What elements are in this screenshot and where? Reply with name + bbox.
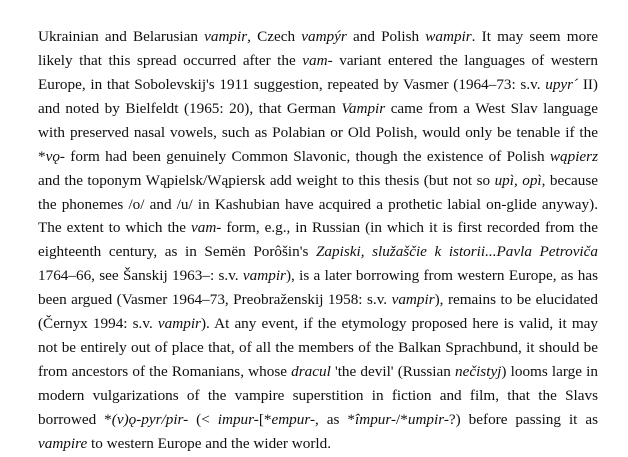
body-paragraph: Ukrainian and Belarusian vampir, Czech vampýr and Polish wampir. It may seem more likely that this spread occurred after the vam- variant entered the languages of western Europe, in that Sobolevskij's 1911 suggestion, repeated by Vasmer (1964–73: s.v. upyr´ II) and noted by Bielfeldt (1965: 20), that German Vampir came from a West Slav language with preserved nasal vowels, such as Polabian or Old Polish, would only be tenable if the *vǫ- form had been genuinely Common Slavonic, though the existence of Polish wąpierz and the toponym Wąpielsk/Wąpiersk add weight to this thesis (but not so upì, opì, because the phonemes /o/ and /u/ in Kashubian have acquired a prothetic labial on-glide anyway). The extent to which the vam- form, e.g., in Russian (in which it is first recorded from the eighteenth century, as in Semën Porôšin's Zapiski, služaščie k istorii...Pavla Petroviča 1764–66, see Šanskij 1963–: s.v. vampir), is a later borrowing from western Europe, as has been argued (Vasmer 1964–73, Preobraženskij 1958: s.v. vampir), remains to be elucidated (Černyx 1994: s.v. vampir). At any event, if the etymology proposed here is valid, it may not be entirely out of place that, of all the members of the Balkan Sprachbund, it should be from ancestors of the Romanians, whose dracul 'the devil' (Russian nečistyj) looms large in modern vulgarizations of the vampire superstition in fiction and film, that the Slavs borrowed *(v)ǫ-pyr/pir- (< impur-[*empur-, as *împur-/*umpir-?) before passing it as vampire to western Europe and the wider world. [38, 28, 599, 452]
